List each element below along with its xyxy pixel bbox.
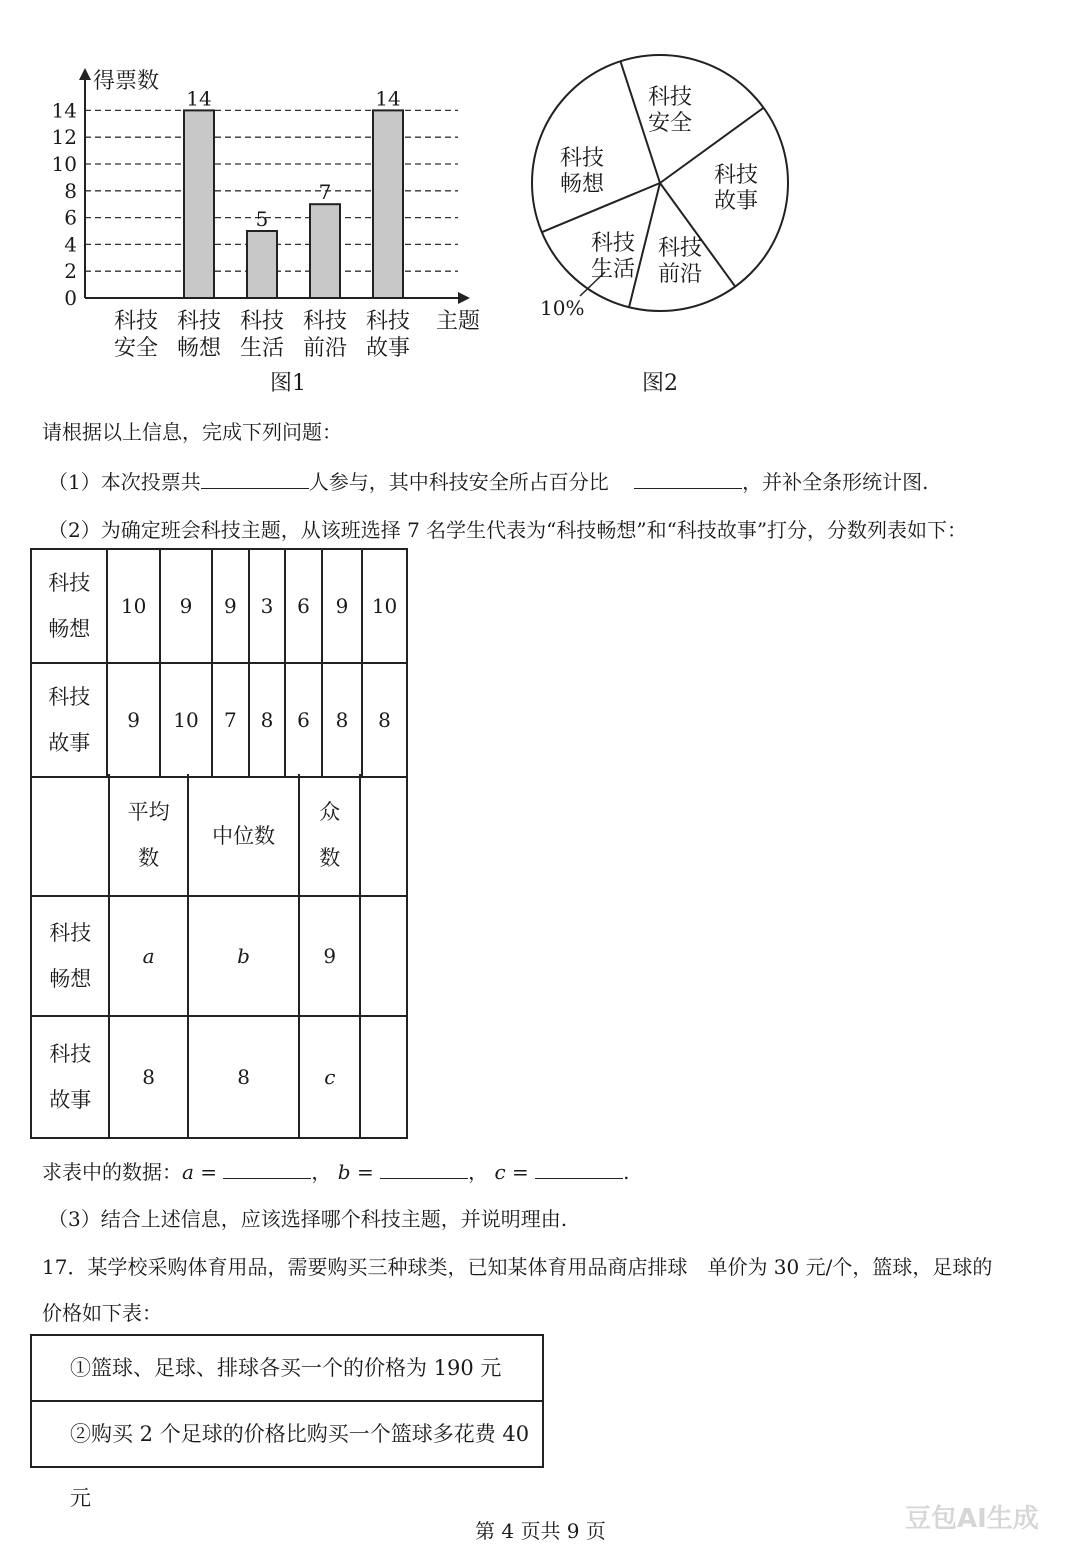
answer-blank-b[interactable] [380,1158,468,1179]
data-label: 7 [318,180,332,205]
header-label: 数 [138,845,160,870]
ask-line [42,1156,629,1185]
data-label: 5 [255,207,269,231]
slice-label: 科技 [657,236,703,261]
y-tick-label: 2 [64,259,77,284]
category-label: 生活 [239,336,285,361]
var-c: c [494,1160,506,1184]
bar [310,204,340,298]
score-cell: 8 [362,663,407,777]
stat-cell: 8 [188,1016,299,1138]
end-period: . [623,1160,630,1184]
figure-caption: 图1 [270,371,306,396]
data-label: 14 [186,86,212,111]
score-cell: 9 [107,663,159,777]
slice-label: 科技 [559,146,605,171]
category-label: 科技 [176,309,222,334]
bar [247,231,277,298]
score-cell: 3 [249,549,286,663]
slice-label: 故事 [713,189,759,214]
bar [373,110,403,298]
bar-chart [40,60,500,400]
var-b: b [337,1160,351,1184]
category-label: 前沿 [302,336,348,361]
y-tick-label: 12 [51,125,77,150]
empty-cell [360,774,407,896]
row-label: 故事 [48,731,91,755]
equals-sign: = [505,1160,536,1184]
table-row [31,896,407,1016]
ask-prefix: 求表中的数据： [42,1160,182,1184]
answer-blank-percent[interactable] [634,468,742,489]
score-cell: 10 [160,663,212,777]
row-label: 科技 [49,1042,92,1066]
q1-part-c: ，并补全条形统计图. [742,470,929,494]
header-label: 平均 [127,799,170,824]
category-label: 科技 [365,309,411,334]
score-cell: 9 [212,549,249,663]
category-label: 安全 [113,336,159,361]
row-label: 故事 [49,1088,92,1112]
figure-caption: 图2 [642,371,678,396]
empty-cell [360,1016,407,1138]
score-cell: 10 [107,549,159,663]
score-table [30,548,408,778]
slice-label: 畅想 [559,172,605,197]
category-label: 故事 [365,336,411,361]
score-cell: 8 [322,663,362,777]
y-tick-label: 4 [64,232,77,257]
separator: ， [468,1160,489,1184]
category-label: 科技 [239,309,285,334]
table-row [31,549,407,663]
question-17-line-1: 17．某学校采购体育用品，需要购买三种球类，已知某体育用品商店排球 单价为 30 元/个，篮球，足球的 [42,1255,993,1279]
category-label: 畅想 [176,336,222,361]
row-label: 科技 [49,921,92,945]
empty-cell [360,896,407,1016]
stat-cell: c [299,1016,360,1138]
y-tick-label: 14 [51,98,77,123]
stat-cell: b [188,896,299,1016]
table-row [31,663,407,777]
slice-percent-annotation: 10% [540,296,585,320]
var-a: a [182,1160,194,1184]
slice-label: 科技 [590,231,636,256]
row-label-cell [31,896,109,1016]
score-cell: 6 [285,663,322,777]
table-row [31,1016,407,1138]
separator: ， [311,1160,332,1184]
header-label: 数 [319,845,341,870]
score-cell: 10 [362,549,407,663]
q1-part-a: （1）本次投票共 [48,470,201,494]
price-table [30,1334,544,1510]
row-label: 科技 [48,685,91,709]
question-2: （2）为确定班会科技主题，从该班选择 7 名学生代表为“科技畅想”和“科技故事”打分，分数列表如下： [48,518,968,542]
row-label-cell [31,549,107,663]
watermark: 豆包AI生成 [905,1504,1039,1534]
y-tick-label: 6 [64,205,77,230]
row-label-cell [31,1016,109,1138]
y-tick-label: 8 [64,178,77,203]
q1-part-b: 人参与，其中科技安全所占百分比 [308,470,609,494]
row-label: 畅想 [48,617,91,641]
table-row [31,774,407,896]
y-tick-label: 0 [64,286,77,310]
stat-cell: 9 [299,896,360,1016]
answer-blank-a[interactable] [223,1158,311,1179]
page-footer: 第 4 页共 9 页 [475,1519,606,1543]
score-cell: 8 [249,663,286,777]
empty-cell [31,774,109,896]
score-cell: 9 [160,549,212,663]
equals-sign: = [350,1160,381,1184]
slice-label: 科技 [713,163,759,188]
score-cell: 9 [322,549,362,663]
category-label: 科技 [113,309,159,334]
header-label: 众 [319,799,341,824]
header-label: 中位数 [212,823,276,848]
score-cell: 6 [285,549,322,663]
question-17-line-2: 价格如下表： [42,1301,162,1325]
slice-label: 前沿 [657,262,703,287]
y-axis-title: 得票数 [93,69,160,94]
slice-label: 生活 [590,257,636,282]
bar [184,110,214,298]
row-label: 科技 [48,571,91,595]
y-axis-arrow [79,68,91,80]
header-cell [188,774,299,896]
stat-cell: a [109,896,187,1016]
equals-sign: = [193,1160,224,1184]
y-tick-label: 10 [51,152,77,176]
data-label: 14 [375,86,401,111]
price-row: ①篮球、足球、排球各买一个的价格为 190 元 [70,1356,502,1380]
score-cell: 7 [212,663,249,777]
pie-chart [520,50,820,400]
answer-blank-total[interactable] [201,468,309,489]
question-3: （3）结合上述信息，应该选择哪个科技主题，并说明理由. [48,1207,568,1231]
row-label-cell [31,663,107,777]
answer-blank-c[interactable] [535,1158,623,1179]
category-label: 科技 [302,309,348,334]
question-1 [48,466,929,495]
intro-text: 请根据以上信息，完成下列问题： [42,420,342,444]
x-axis-title: 主题 [436,309,481,334]
x-axis-arrow [458,292,470,304]
header-cell [109,774,187,896]
stats-table [30,774,408,1139]
stat-cell: 8 [109,1016,187,1138]
row-label: 畅想 [49,967,92,991]
header-cell [299,774,360,896]
price-row: ②购买 2 个足球的价格比购买一个篮球多花费 40 元 [32,1400,542,1466]
slice-label: 安全 [647,111,693,136]
slice-label: 科技 [647,85,693,110]
